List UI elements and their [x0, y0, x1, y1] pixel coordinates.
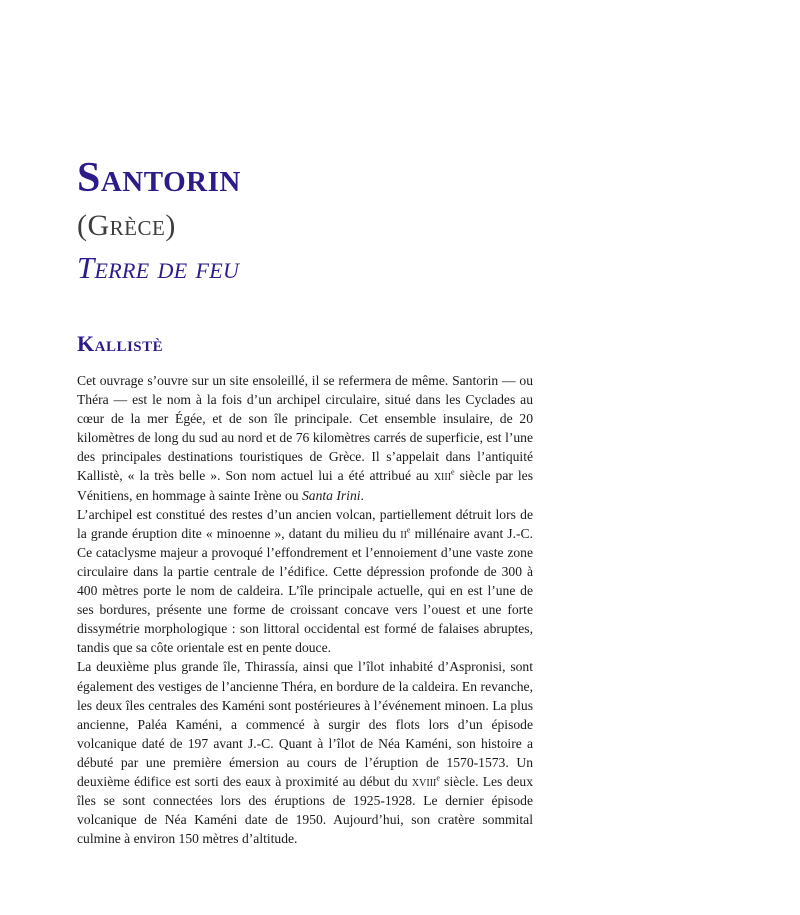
superscript: e	[406, 525, 411, 535]
italic-name: Santa Irini	[301, 487, 361, 503]
paragraph-1-text-b: siècle par les Vénitiens, en hommage à sainte Irène ou	[77, 468, 533, 503]
century-numeral: xviii	[411, 773, 437, 789]
chapter-subtitle: Terre de feu	[77, 250, 240, 285]
paragraph-1	[77, 371, 533, 505]
paragraph-2-text-a: L’archipel est constitué des restes d’un ancien volcan, partiellement détruit lors de la grande éruption dite « minoenne », datant du milieu du	[77, 506, 533, 541]
paragraph-2	[77, 505, 533, 658]
paragraph-1-text-c: .	[360, 487, 364, 503]
chapter-title: Santorin	[77, 155, 241, 201]
paragraph-1-text-a: Cet ouvrage s’ouvre sur un site ensoleillé, il se refermera de même. Santorin — ou Théra — est le nom à la fois d’un archipel circulaire, situé dans les Cyclades au cœur de la mer Égée, et de son île principale. Cet ensemble insulaire, de 20 kilomètres de long du sud au nord et de 76 kilomètres carrés de superficie, est l’une des principales destinations touristiques de Grèce. Il s’appelait dans l’antiquité Kallistè, « la très belle ». Son nom actuel lui a été attribué au	[77, 373, 533, 484]
superscript: e	[436, 773, 440, 783]
paragraph-3	[77, 657, 533, 848]
paragraph-3-text-a: La deuxième plus grande île, Thirassía, ainsi que l’îlot inhabité d’Aspronisi, sont également des vestiges de l’ancienne Théra, en bordure de la caldeira. En revanche, les deux îles centrales des Kaméni sont postérieures à l’événement minoen. La plus ancienne, Paléa Kaméni, a commencé à surgir des flots lors d’un épisode volcanique daté de 197 avant J.-C. Quant à l’îlot de Néa Kaméni, son histoire a débuté par une première émersion au cours de l’éruption de 1570-1573. Un deuxième édifice est sorti des eaux à proximité au début du	[77, 659, 533, 789]
millennium-numeral: ii	[400, 525, 407, 541]
paragraph-3-text-b: siècle. Les deux îles se sont connectées lors des éruptions de 1925-1928. Le dernier épisode volcanique de Néa Kaméni date de 1950. Aujourd’hui, son cratère sommital culmine à environ 150 mètres d’altitude.	[77, 773, 534, 847]
paragraph-2-text-b: millénaire avant J.-C. Ce cataclysme majeur a provoqué l’effondrement et l’ennoiement d’une vaste zone circulaire dans la partie centrale de l’édifice. Cette dépression profonde de 300 à 400 mètres porte le nom de caldeira. L’île principale actuelle, qui en est l’une de ses bordures, présente une forme de croissant concave vers l’ouest et une forte dissymétrie morphologique : son littoral occidental est formé de falaises abruptes, tandis que sa côte orientale est en pente douce.	[77, 525, 533, 656]
chapter-country: (Grèce)	[77, 209, 176, 242]
superscript: e	[451, 467, 455, 477]
section-heading: Kallistè	[77, 331, 164, 356]
chapter-title-block	[77, 152, 537, 288]
century-numeral: xiii	[433, 468, 452, 484]
body-text	[77, 371, 533, 848]
